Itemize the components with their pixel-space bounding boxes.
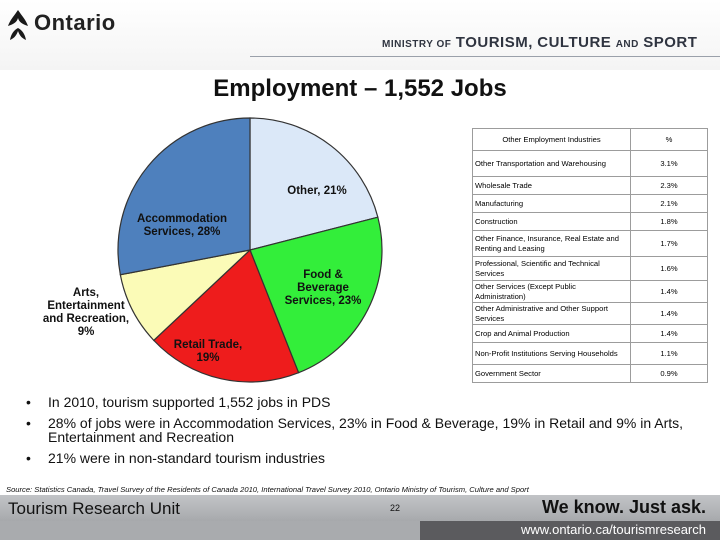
table-row — [473, 281, 708, 303]
pie-slice-label-line: Services, 23% — [284, 295, 362, 307]
slide-header — [0, 0, 720, 70]
ministry-part-4: AND — [615, 39, 639, 50]
table-cell-industry: Other Finance, Insurance, Real Estate and Renting and Leasing — [473, 231, 631, 257]
table-row — [473, 257, 708, 281]
ministry-part-3: CULTURE — [537, 34, 612, 51]
header-rule — [250, 56, 720, 57]
table-cell-pct: 2.1% — [631, 195, 708, 213]
footer-unit-name: Tourism Research Unit — [8, 499, 180, 518]
pie-slice-label — [43, 287, 129, 338]
table-cell-pct: 2.3% — [631, 177, 708, 195]
summary-bullets — [26, 395, 686, 471]
pie-slice-label-line: Other, 21% — [287, 185, 347, 197]
pie-slice — [118, 118, 250, 275]
table-row — [473, 151, 708, 177]
slide-footer — [0, 495, 720, 540]
bullet-item — [26, 451, 686, 466]
pie-slice-label-line: Beverage — [297, 282, 349, 294]
pie-slice-label-line: Accommodation — [136, 213, 228, 225]
bullet-item — [26, 395, 686, 410]
table-row — [473, 177, 708, 195]
table-row — [473, 303, 708, 325]
table-cell-industry: Other Administrative and Other Support Services — [473, 303, 631, 325]
table-cell-pct: 3.1% — [631, 151, 708, 177]
table-cell-pct: 0.9% — [631, 365, 708, 383]
pie-slice-label-line: Food & — [303, 269, 343, 281]
pie-slice-label-line: Arts, — [72, 287, 100, 299]
bullet-text: 28% of jobs were in Accommodation Services, 23% in Food & Beverage, 19% in Retail and 9% in Arts, Entertainment and Recreation — [48, 414, 684, 445]
pie-slice-label-line: 19% — [196, 352, 220, 364]
table-header-industry: Other Employment Industries — [473, 129, 631, 151]
table-row — [473, 365, 708, 383]
footer-tagline: We know. Just ask. — [541, 497, 706, 517]
table-cell-industry: Professional, Scientific and Technical Services — [473, 257, 631, 281]
pie-slice-label-line: Retail Trade, — [173, 339, 243, 351]
table-row — [473, 195, 708, 213]
table-cell-pct: 1.4% — [631, 303, 708, 325]
slide-title — [0, 75, 720, 103]
ministry-part-1: MINISTRY OF — [382, 39, 452, 50]
pie-slice-label-line: and Recreation, — [42, 313, 130, 325]
bullet-text: 21% were in non-standard tourism industries — [48, 449, 326, 466]
table-row — [473, 343, 708, 365]
source-note: Source: Statistics Canada, Travel Survey of the Residents of Canada 2010, International Travel Survey 2010, Ontario Ministry of Tourism, Culture and Sport — [6, 485, 529, 494]
table-cell-pct: 1.7% — [631, 231, 708, 257]
table-cell-industry: Manufacturing — [473, 195, 631, 213]
bullet-symbol: • — [26, 414, 31, 431]
bullet-item — [26, 416, 686, 445]
footer-url: www.ontario.ca/tourismresearch — [521, 522, 706, 537]
ministry-name — [382, 34, 697, 51]
footer-url-bar — [420, 521, 720, 540]
table-header-pct: % — [631, 129, 708, 151]
ministry-part-2: TOURISM, — [455, 34, 533, 51]
bullet-symbol: • — [26, 449, 31, 466]
table-cell-industry: Wholesale Trade — [473, 177, 631, 195]
table-cell-industry: Other Services (Except Public Administration) — [473, 281, 631, 303]
bullet-symbol: • — [26, 394, 31, 410]
table-cell-industry: Crop and Animal Production — [473, 325, 631, 343]
table-cell-pct: 1.4% — [631, 325, 708, 343]
employment-pie-chart — [0, 110, 470, 400]
table-cell-pct: 1.1% — [631, 343, 708, 365]
table-cell-industry: Government Sector — [473, 365, 631, 383]
pie-slice-label-line: 9% — [77, 326, 95, 338]
table-header-row — [473, 129, 708, 151]
slide-number: 22 — [390, 503, 401, 513]
table-row — [473, 231, 708, 257]
table-row — [473, 213, 708, 231]
table-cell-industry: Non-Profit Institutions Serving Households — [473, 343, 631, 365]
table-cell-pct: 1.4% — [631, 281, 708, 303]
table-cell-pct: 1.6% — [631, 257, 708, 281]
ontario-logo-text: Ontario — [34, 10, 116, 35]
table-cell-industry: Construction — [473, 213, 631, 231]
pie-slice-label — [137, 213, 227, 238]
bullet-text: In 2010, tourism supported 1,552 jobs in PDS — [48, 394, 331, 410]
table-cell-industry: Other Transportation and Warehousing — [473, 151, 631, 177]
table-row — [473, 325, 708, 343]
pie-slice-label — [287, 185, 346, 197]
ministry-part-5: SPORT — [643, 34, 698, 51]
other-industries-table — [472, 128, 708, 383]
pie-slice-label-line: Services, 28% — [143, 226, 221, 238]
table-cell-pct: 1.8% — [631, 213, 708, 231]
pie-slice-label-line: Entertainment — [47, 300, 125, 312]
slide-title-text: Employment – 1,552 Jobs — [213, 75, 507, 102]
